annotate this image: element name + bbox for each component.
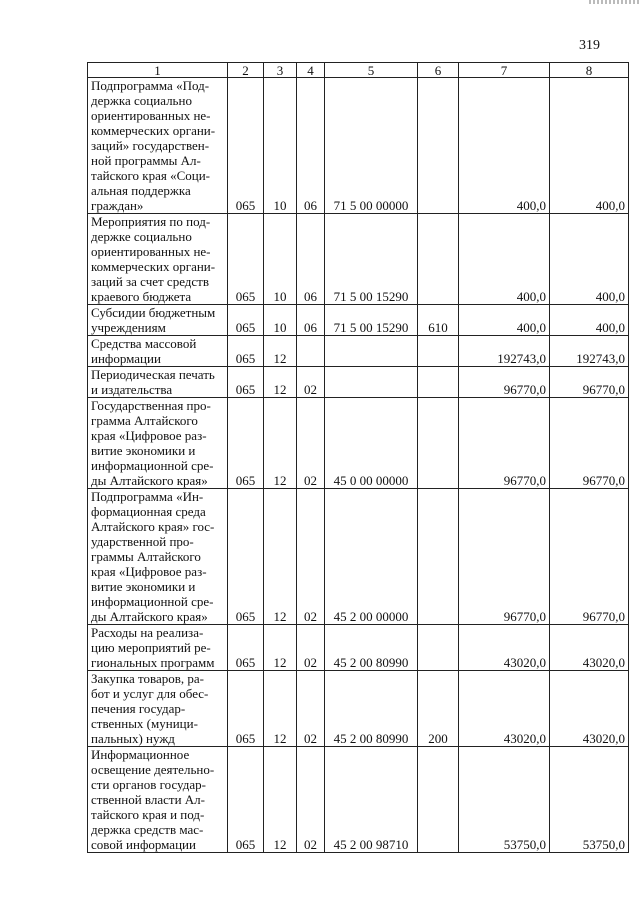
cell-name-line: заций за счет средств <box>91 274 210 289</box>
cell-name-line: Мероприятия по под- <box>91 214 211 229</box>
cell-name-line: ударственной про- <box>91 534 194 549</box>
cell-sum-year1: 192743,0 <box>459 336 550 367</box>
cell-name-line: информационной сре- <box>91 594 214 609</box>
cell-name-line: формационная среда <box>91 504 206 519</box>
cell-name-line: коммерческих органи- <box>91 123 216 138</box>
cell-pr: 02 <box>297 398 325 489</box>
cell-name-line: информации <box>91 351 161 366</box>
cell-vr <box>418 625 459 671</box>
header-cell: 8 <box>550 63 629 78</box>
cell-rz: 10 <box>264 78 297 214</box>
cell-sum-year2: 400,0 <box>550 78 629 214</box>
cell-ved: 065 <box>228 398 264 489</box>
header-cell: 1 <box>88 63 228 78</box>
header-cell: 4 <box>297 63 325 78</box>
budget-table <box>87 62 629 853</box>
cell-sum-year2: 43020,0 <box>550 625 629 671</box>
cell-name <box>88 78 228 214</box>
cell-name-line: тайского края «Соци- <box>91 168 210 183</box>
cell-sum-year1: 400,0 <box>459 305 550 336</box>
cell-name-line: Закупка товаров, ра- <box>91 671 204 686</box>
cell-ved: 065 <box>228 625 264 671</box>
cell-sum-year2: 53750,0 <box>550 747 629 853</box>
cell-name-line: ды Алтайского края» <box>91 609 208 624</box>
cell-csr <box>325 336 418 367</box>
cell-name-line: ды Алтайского края» <box>91 473 208 488</box>
cell-csr: 45 2 00 98710 <box>325 747 418 853</box>
cell-name-line: грамма Алтайского <box>91 413 198 428</box>
table-row <box>88 367 629 398</box>
cell-ved: 065 <box>228 214 264 305</box>
cell-name-line: пальных) нужд <box>91 731 175 746</box>
cell-csr: 45 0 00 00000 <box>325 398 418 489</box>
cell-pr: 02 <box>297 747 325 853</box>
cell-rz: 12 <box>264 398 297 489</box>
cell-pr: 02 <box>297 489 325 625</box>
cell-pr: 06 <box>297 305 325 336</box>
cell-name-line: краевого бюджета <box>91 289 192 304</box>
cell-name-line: и издательства <box>91 382 173 397</box>
cell-rz: 12 <box>264 336 297 367</box>
cell-sum-year2: 43020,0 <box>550 671 629 747</box>
cell-name-line: ной программы Ал- <box>91 153 201 168</box>
cell-vr <box>418 398 459 489</box>
cell-name <box>88 625 228 671</box>
cell-name-line: края «Цифровое раз- <box>91 428 207 443</box>
cell-name-line: информационной сре- <box>91 458 214 473</box>
cell-name-line: граждан» <box>91 198 144 213</box>
cell-sum-year1: 43020,0 <box>459 671 550 747</box>
cell-name-line: коммерческих органи- <box>91 259 216 274</box>
cell-sum-year1: 53750,0 <box>459 747 550 853</box>
header-cell: 6 <box>418 63 459 78</box>
cell-name-line: Подпрограмма «Под- <box>91 78 210 93</box>
cell-csr: 71 5 00 15290 <box>325 214 418 305</box>
header-cell: 3 <box>264 63 297 78</box>
cell-pr <box>297 336 325 367</box>
cell-rz: 12 <box>264 747 297 853</box>
cell-sum-year2: 96770,0 <box>550 398 629 489</box>
cell-csr: 45 2 00 80990 <box>325 671 418 747</box>
cell-name-line: Средства массовой <box>91 336 197 351</box>
table-header-row <box>88 63 629 78</box>
cell-ved: 065 <box>228 747 264 853</box>
cell-name-line: ориентированных не- <box>91 108 211 123</box>
cell-name-line: гиональных программ <box>91 655 215 670</box>
table-row <box>88 78 629 214</box>
cell-vr <box>418 489 459 625</box>
table-row <box>88 305 629 336</box>
cell-name-line: держке социально <box>91 229 192 244</box>
cell-sum-year2: 96770,0 <box>550 367 629 398</box>
cell-ved: 065 <box>228 489 264 625</box>
cell-sum-year1: 96770,0 <box>459 367 550 398</box>
cell-csr: 71 5 00 15290 <box>325 305 418 336</box>
cell-name-line: тайского края и под- <box>91 807 205 822</box>
cell-ved: 065 <box>228 336 264 367</box>
cell-csr: 71 5 00 00000 <box>325 78 418 214</box>
cell-pr: 02 <box>297 671 325 747</box>
cell-ved: 065 <box>228 367 264 398</box>
cell-name-line: альная поддержка <box>91 183 191 198</box>
cell-name-line: совой информации <box>91 837 196 852</box>
table-row <box>88 671 629 747</box>
cell-pr: 02 <box>297 367 325 398</box>
cell-sum-year1: 400,0 <box>459 214 550 305</box>
header-cell: 5 <box>325 63 418 78</box>
cell-vr <box>418 336 459 367</box>
cell-csr <box>325 367 418 398</box>
cell-pr: 06 <box>297 78 325 214</box>
cell-name-line: Периодическая печать <box>91 367 215 382</box>
cell-name-line: граммы Алтайского <box>91 549 201 564</box>
cell-name <box>88 214 228 305</box>
cell-vr: 610 <box>418 305 459 336</box>
cell-name <box>88 671 228 747</box>
cell-name-line: Подпрограмма «Ин- <box>91 489 204 504</box>
table-row <box>88 398 629 489</box>
cell-name-line: ориентированных не- <box>91 244 211 259</box>
table-row <box>88 489 629 625</box>
cell-csr: 45 2 00 80990 <box>325 625 418 671</box>
cell-name <box>88 747 228 853</box>
cell-rz: 12 <box>264 489 297 625</box>
cell-sum-year2: 400,0 <box>550 214 629 305</box>
cell-ved: 065 <box>228 671 264 747</box>
cell-name-line: бот и услуг для обес- <box>91 686 209 701</box>
cell-vr <box>418 214 459 305</box>
cell-name <box>88 367 228 398</box>
cell-sum-year1: 43020,0 <box>459 625 550 671</box>
cell-ved: 065 <box>228 305 264 336</box>
cell-name-line: края «Цифровое раз- <box>91 564 207 579</box>
cell-rz: 12 <box>264 625 297 671</box>
header-cell: 2 <box>228 63 264 78</box>
cell-name-line: сти органов государ- <box>91 777 206 792</box>
cell-name <box>88 305 228 336</box>
cell-name-line: Алтайского края» гос- <box>91 519 215 534</box>
cell-name-line: ственных (муници- <box>91 716 198 731</box>
cell-rz: 12 <box>264 671 297 747</box>
cell-pr: 06 <box>297 214 325 305</box>
cell-rz: 12 <box>264 367 297 398</box>
cell-name-line: держка средств мас- <box>91 822 204 837</box>
cell-name-line: цию мероприятий ре- <box>91 640 211 655</box>
cell-name <box>88 336 228 367</box>
cell-name-line: Государственная про- <box>91 398 211 413</box>
cell-sum-year2: 192743,0 <box>550 336 629 367</box>
cell-name-line: ственной власти Ал- <box>91 792 205 807</box>
cell-name-line: печения государ- <box>91 701 186 716</box>
cell-name-line: витие экономики и <box>91 443 196 458</box>
table-row <box>88 214 629 305</box>
cell-vr <box>418 367 459 398</box>
table-row <box>88 625 629 671</box>
cell-sum-year1: 400,0 <box>459 78 550 214</box>
cell-rz: 10 <box>264 305 297 336</box>
cell-csr: 45 2 00 00000 <box>325 489 418 625</box>
table-row <box>88 336 629 367</box>
cell-vr <box>418 78 459 214</box>
cell-ved: 065 <box>228 78 264 214</box>
scan-edge-mark <box>589 0 639 4</box>
cell-name <box>88 489 228 625</box>
cell-sum-year2: 96770,0 <box>550 489 629 625</box>
cell-vr: 200 <box>418 671 459 747</box>
cell-pr: 02 <box>297 625 325 671</box>
cell-name-line: Субсидии бюджетным <box>91 305 216 320</box>
cell-sum-year2: 400,0 <box>550 305 629 336</box>
cell-name-line: Информационное <box>91 747 190 762</box>
page-number: 319 <box>579 38 600 53</box>
cell-name-line: освещение деятельно- <box>91 762 215 777</box>
header-cell: 7 <box>459 63 550 78</box>
cell-name-line: витие экономики и <box>91 579 196 594</box>
cell-name-line: учреждениям <box>91 320 166 335</box>
cell-sum-year1: 96770,0 <box>459 489 550 625</box>
cell-sum-year1: 96770,0 <box>459 398 550 489</box>
cell-name-line: заций» государствен- <box>91 138 210 153</box>
cell-vr <box>418 747 459 853</box>
table-row <box>88 747 629 853</box>
cell-name-line: держка социально <box>91 93 192 108</box>
table-body <box>88 78 629 853</box>
cell-name-line: Расходы на реализа- <box>91 625 204 640</box>
cell-name <box>88 398 228 489</box>
cell-rz: 10 <box>264 214 297 305</box>
